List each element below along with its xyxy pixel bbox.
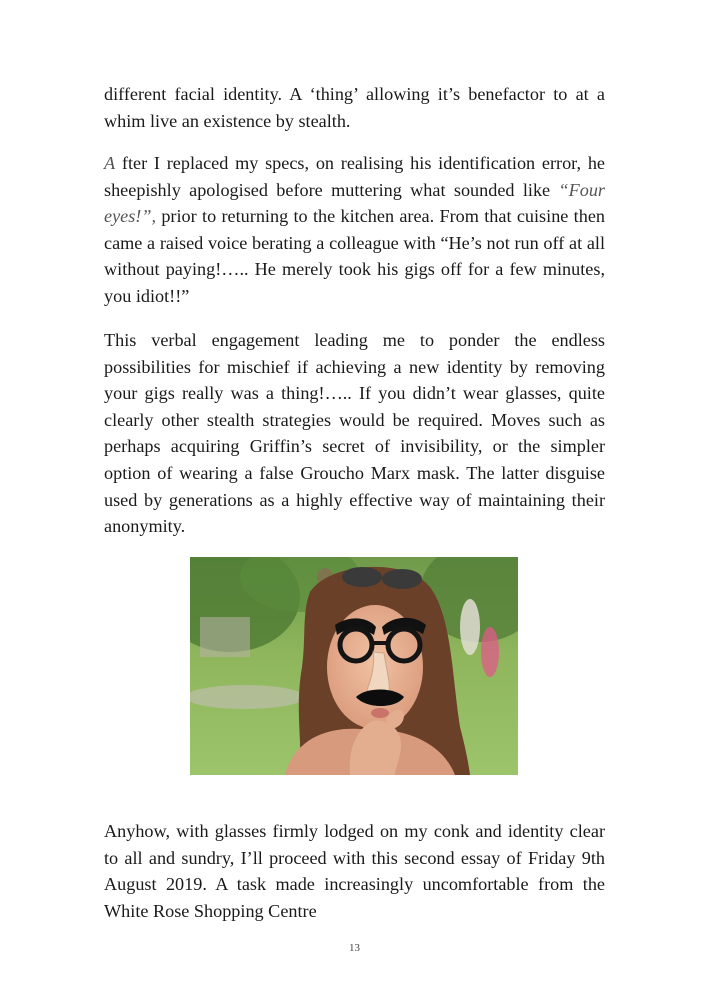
paragraph-2 [104, 150, 605, 310]
paragraph-2-text-b: prior to returning to the kitchen area. From that cuisine then came a raised voice berating a colleague with “He’s not run off at all without paying!….. He merely took his gigs off for a few minutes, you idiot!!” [104, 206, 605, 306]
paragraph-1: different facial identity. A ‘thing’ allowing it’s benefactor to at a whim live an existence by stealth. [104, 84, 605, 131]
paragraph-3: This verbal engagement leading me to ponder the endless possibilities for mischief if achieving a new identity by removing your gigs really was a thing!….. If you didn’t wear glasses, quite clearly other stealth strategies would be required. Moves such as perhaps acquiring Griffin’s secret of invisibility, or the simpler option of wearing a false Groucho Marx mask. The latter disguise used by generations as a highly effective way of maintaining their anonymity. [104, 330, 605, 537]
paragraph-2-text-a: fter I replaced my specs, on realising his identification error, he sheepishly apologised before muttering what sounded like [104, 153, 605, 200]
page-number: 13 [349, 942, 360, 954]
paragraph-2-italic-quote: “Four eyes!”, [104, 179, 605, 227]
photo-woman-groucho-disguise [190, 557, 518, 775]
paragraph-4: Anyhow, with glasses firmly lodged on my conk and identity clear to all and sundry, I’ll proceed with this second essay of Friday 9th August 2019. A task made increasingly uncomfortable from the White Rose Shopping Centre [104, 821, 605, 921]
drop-cap: A [104, 153, 116, 173]
